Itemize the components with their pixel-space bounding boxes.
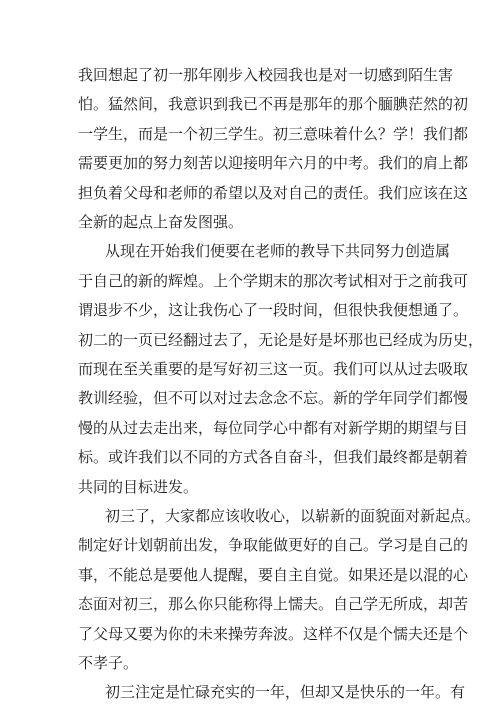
text-line: 一学生，而是一个初三学生。初三意味着什么？学！我们都	[78, 124, 469, 143]
text-line: 标。或许我们以不同的方式各自奋斗，但我们最终都是朝着	[78, 448, 469, 467]
text-line: 我回想起了初一那年刚步入校园我也是对一切感到陌生害	[78, 66, 454, 84]
text-line: 共同的目标进发。	[78, 477, 199, 496]
text-line: 初三注定是忙碌充实的一年，但却又是快乐的一年。有	[105, 683, 466, 702]
text-line: 制定好计划朝前出发，争取能做更好的自己。学习是自己的	[78, 536, 469, 555]
text-line: 态面对初三，那么你只能称得上懦夫。自己学无所成，却苦	[78, 595, 469, 614]
text-line: 不孝子。	[78, 654, 139, 672]
text-line: 全新的起点上奋发图强。	[78, 213, 244, 231]
text-line: 了父母又要为你的未来操劳奔波。这样不仅是个懦夫还是个	[78, 624, 469, 643]
text-line: 怕。猛然间，我意识到我已不再是那年的那个腼腆茫然的初	[78, 95, 469, 114]
text-line: 教训经验，但不可以对过去念念不忘。新的学年同学们都慢	[78, 389, 469, 408]
text-line: 需要更加的努力刻苦以迎接明年六月的中考。我们的肩上都	[78, 154, 469, 173]
text-line: 从现在开始我们便要在老师的教导下共同努力创造属	[105, 242, 451, 261]
text-line: 担负着父母和老师的希望以及对自己的责任。我们应该在这	[78, 183, 469, 202]
text-line: 慢的从过去走出来，每位同学心中都有对新学期的期望与目	[78, 418, 469, 437]
text-line: 谓退步不少，这让我伤心了一段时间，但很快我便想通了。	[78, 301, 469, 320]
text-line: 初三了，大家都应该收收心，以崭新的面貌面对新起点。	[105, 507, 481, 525]
text-line: 事，不能总是要他人提醒，要自主自觉。如果还是以混的心	[78, 565, 469, 584]
text-line: 而现在至关重要的是写好初三这一页。我们可以从过去吸取	[78, 360, 469, 378]
text-line: 于自己的新的辉煌。上个学期末的那次考试相对于之前我可	[78, 271, 469, 290]
text-line: 初二的一页已经翻过去了，无论是好是坏那也已经成为历史，	[78, 330, 484, 349]
